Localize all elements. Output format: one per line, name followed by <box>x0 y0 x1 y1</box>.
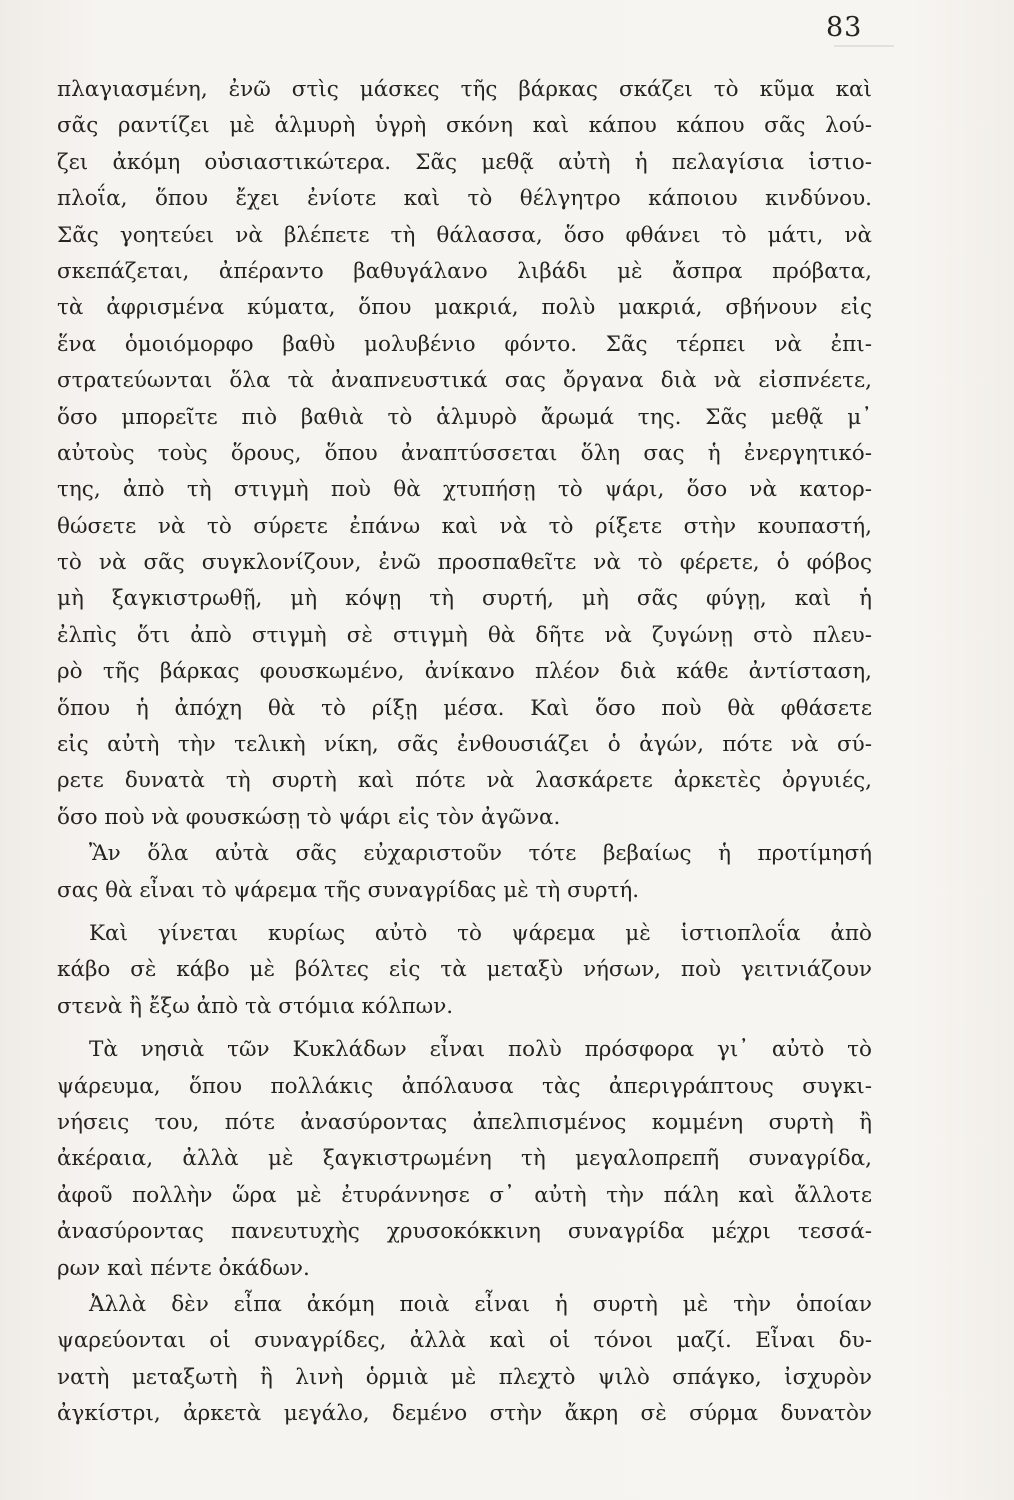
text-line: ψάρευμα, ὅπου πολλάκις ἀπόλαυσα τὰς ἀπεριγράπτους συγκι- <box>57 1073 872 1099</box>
text-line: τὸ νὰ σᾶς συγκλονίζουν, ἐνῶ προσπαθεῖτε νὰ τὸ φέρετε, ὁ φόβος <box>57 550 872 576</box>
text-line: ζει ἀκόμη οὐσιαστικώτερα. Σᾶς μεθᾷ αὐτὴ ἡ πελαγίσια ἱστιο- <box>57 149 872 175</box>
text-line: στρατεύωνται ὅλα τὰ ἀναπνευστικά σας ὄργανα διὰ νὰ εἰσπνέετε, <box>57 368 872 394</box>
text-line: ρετε δυνατὰ τὴ συρτὴ καὶ πότε νὰ λασκάρετε ἀρκετὲς ὀργυιές, <box>57 768 872 794</box>
text-line: νήσεις του, πότε ἀνασύροντας ἀπελπισμένος κομμένη συρτὴ ἢ <box>57 1109 872 1135</box>
text-line: ψαρεύονται οἱ συναγρίδες, ἀλλὰ καὶ οἱ τόνοι μαζί. Εἶναι δυ- <box>57 1328 872 1354</box>
paragraph-start-line: Ἀλλὰ δὲν εἶπα ἀκόμη ποιὰ εἶναι ἡ συρτὴ μὲ τὴν ὁποίαν <box>89 1291 872 1317</box>
text-line: Σᾶς γοητεύει νὰ βλέπετε τὴ θάλασσα, ὅσο φθάνει τὸ μάτι, νὰ <box>57 222 872 248</box>
text-line: ὅσο μπορεῖτε πιὸ βαθιὰ τὸ ἁλμυρὸ ἄρωμά της. Σᾶς μεθᾷ μ᾽ <box>57 404 872 430</box>
text-line: ἀγκίστρι, ἀρκετὰ μεγάλο, δεμένο στὴν ἄκρη σὲ σύρμα δυνατὸν <box>57 1401 872 1427</box>
text-line: ἐλπὶς ὅτι ἀπὸ στιγμὴ σὲ στιγμὴ θὰ δῆτε νὰ ζυγώνῃ στὸ πλευ- <box>57 622 872 648</box>
body-text <box>57 72 872 1432</box>
text-line: ἀφοῦ πολλὴν ὥρα μὲ ἐτυράννησε σ᾽ αὐτὴ τὴν πάλη καὶ ἄλλοτε <box>57 1182 872 1208</box>
text-line: νατὴ μεταξωτὴ ἢ λινὴ ὁρμιὰ μὲ πλεχτὸ ψιλὸ σπάγκο, ἰσχυρὸν <box>57 1364 872 1390</box>
text-line: ὅσο ποὺ νὰ φουσκώσῃ τὸ ψάρι εἰς τὸν ἀγῶνα. <box>57 804 561 830</box>
text-line: στενὰ ἢ ἔξω ἀπὸ τὰ στόμια κόλπων. <box>57 993 454 1019</box>
text-line: αὐτοὺς τοὺς ὅρους, ὅπου ἀναπτύσσεται ὅλη σας ἡ ἐνεργητικό- <box>57 440 872 466</box>
paragraph-start-line: Καὶ γίνεται κυρίως αὐτὸ τὸ ψάρεμα μὲ ἱστιοπλοΐα ἀπὸ <box>89 920 872 946</box>
text-line: πλοΐα, ὅπου ἔχει ἐνίοτε καὶ τὸ θέλγητρο κάποιου κινδύνου. <box>57 186 872 212</box>
text-line: τὰ ἀφρισμένα κύματα, ὅπου μακριά, πολὺ μακριά, σβήνουν εἰς <box>57 295 872 321</box>
text-line: ρων καὶ πέντε ὀκάδων. <box>57 1255 310 1281</box>
text-line: πλαγιασμένη, ἐνῶ στὶς μάσκες τῆς βάρκας σκάζει τὸ κῦμα καὶ <box>57 77 872 102</box>
paragraph-gap <box>57 909 872 916</box>
text-line: ἕνα ὁμοιόμορφο βαθὺ μολυβένιο φόντο. Σᾶς τέρπει νὰ ἐπι- <box>57 331 872 357</box>
bleed-through-mark <box>834 45 894 69</box>
paragraph-start-line: Τὰ νησιὰ τῶν Κυκλάδων εἶναι πολὺ πρόσφορα γι᾽ αὐτὸ τὸ <box>89 1037 872 1063</box>
text-line: της, ἀπὸ τὴ στιγμὴ ποὺ θὰ χτυπήσῃ τὸ ψάρι, ὅσο νὰ κατορ- <box>57 477 872 503</box>
paragraph-start-line: Ἂν ὅλα αὐτὰ σᾶς εὐχαριστοῦν τότε βεβαίως ἡ προτίμησή <box>89 841 872 867</box>
text-line: ἀνασύροντας πανευτυχὴς χρυσοκόκκινη συναγρίδα μέχρι τεσσά- <box>57 1219 872 1245</box>
text-line: ὅπου ἡ ἀπόχη θὰ τὸ ρίξῃ μέσα. Καὶ ὅσο ποὺ θὰ φθάσετε <box>57 695 872 721</box>
text-line: μὴ ξαγκιστρωθῇ, μὴ κόψῃ τὴ συρτή, μὴ σᾶς φύγῃ, καὶ ἡ <box>57 586 872 612</box>
text-line: σᾶς ραντίζει μὲ ἁλμυρὴ ὑγρὴ σκόνη καὶ κάπου κάπου σᾶς λού- <box>57 113 872 139</box>
paragraph-gap <box>57 1025 872 1032</box>
text-line: κάβο σὲ κάβο μὲ βόλτες εἰς τὰ μεταξὺ νήσων, ποὺ γειτνιάζουν <box>57 957 872 983</box>
text-line: σας θὰ εἶναι τὸ ψάρεμα τῆς συναγρίδας μὲ τὴ συρτή. <box>57 877 640 903</box>
text-line: ρὸ τῆς βάρκας φουσκωμένο, ἀνίκανο πλέον διὰ κάθε ἀντίσταση, <box>57 659 872 685</box>
page-number: 83 <box>826 12 863 43</box>
text-line: ἀκέραια, ἀλλὰ μὲ ξαγκιστρωμένη τὴ μεγαλοπρεπῆ συναγρίδα, <box>57 1146 872 1172</box>
text-line: εἰς αὐτὴ τὴν τελικὴ νίκη, σᾶς ἐνθουσιάζει ὁ ἀγών, πότε νὰ σύ- <box>57 732 872 758</box>
text-line: σκεπάζεται, ἀπέραντο βαθυγάλανο λιβάδι μὲ ἄσπρα πρόβατα, <box>57 258 872 284</box>
text-line: θώσετε νὰ τὸ σύρετε ἐπάνω καὶ νὰ τὸ ρίξετε στὴν κουπαστή, <box>57 513 872 539</box>
